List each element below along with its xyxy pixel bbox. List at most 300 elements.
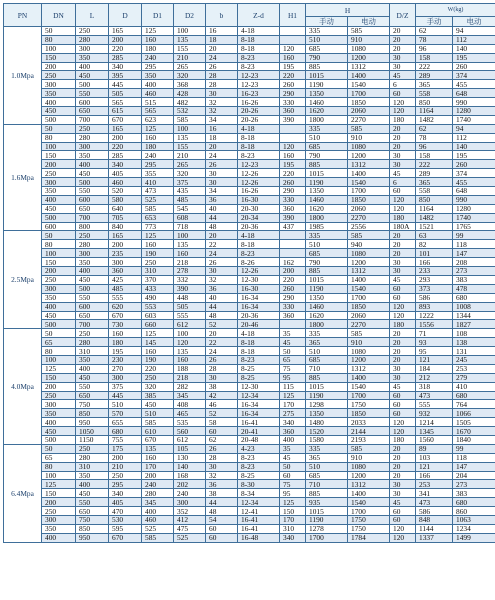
cell-d: 505: [109, 89, 142, 98]
cell-w-electric: 260: [453, 62, 495, 71]
cell-b: 34: [206, 187, 238, 196]
cell-zd: 20-34: [238, 213, 280, 222]
table-row: [4, 320, 495, 329]
cell-w-manual: 1214: [416, 418, 453, 427]
cell-b: 60: [206, 427, 238, 436]
cell-d: 395: [109, 71, 142, 80]
cell-d1: 125: [142, 27, 174, 36]
cell-zd: 8-23: [238, 453, 280, 462]
cell-h-electric: 1312: [348, 160, 390, 169]
cell-b: 26: [206, 258, 238, 267]
table-row: [4, 62, 495, 71]
cell-w-manual: 555: [416, 400, 453, 409]
cell-b: 42: [206, 391, 238, 400]
cell-h-manual: 365: [306, 338, 348, 347]
table-row: [4, 418, 495, 427]
cell-h-manual: 335: [306, 329, 348, 338]
cell-zd: 8-23: [238, 151, 280, 160]
cell-zd: 20-30: [238, 204, 280, 213]
cell-d: 425: [109, 275, 142, 284]
cell-zd: 16-30: [238, 195, 280, 204]
cell-d: 640: [109, 204, 142, 213]
cell-l: 700: [76, 213, 109, 222]
cell-dz: 45: [390, 498, 416, 507]
cell-d: 445: [109, 80, 142, 89]
cell-w-manual: 558: [416, 89, 453, 98]
cell-d1: 240: [142, 480, 174, 489]
cell-zd: 12-41: [238, 507, 280, 516]
cell-l: 350: [76, 355, 109, 364]
cell-l: 300: [76, 44, 109, 53]
cell-h1: 330: [280, 302, 306, 311]
table-row: [4, 178, 495, 187]
cell-dz: 45: [390, 169, 416, 178]
cell-b: 60: [206, 524, 238, 533]
cell-dn: 400: [42, 98, 76, 107]
header-zd: Z-d: [238, 4, 280, 27]
cell-l: 700: [76, 320, 109, 329]
cell-dn: 300: [42, 400, 76, 409]
cell-w-electric: 195: [453, 53, 495, 62]
cell-dz: 120: [390, 98, 416, 107]
table-row: [4, 524, 495, 533]
cell-b: 38: [206, 382, 238, 391]
cell-h-manual: 365: [306, 453, 348, 462]
cell-w-electric: 680: [453, 293, 495, 302]
cell-h-manual: 1800: [306, 320, 348, 329]
cell-d2: 188: [174, 364, 206, 373]
table-row: [4, 489, 495, 498]
cell-h-manual: 685: [306, 44, 348, 53]
cell-d2: 525: [174, 533, 206, 542]
cell-dn: 200: [42, 382, 76, 391]
cell-w-manual: 586: [416, 507, 453, 516]
cell-w-electric: 94: [453, 124, 495, 133]
pn-group-label: 1.0Mpa: [4, 27, 42, 125]
cell-d2: 560: [174, 427, 206, 436]
cell-d: 340: [109, 62, 142, 71]
cell-d1: 510: [142, 409, 174, 418]
cell-d1: 295: [142, 160, 174, 169]
cell-b: 26: [206, 355, 238, 364]
cell-d1: 160: [142, 453, 174, 462]
header-h: H: [306, 4, 390, 17]
cell-w-manual: 850: [416, 195, 453, 204]
cell-dz: 120: [390, 427, 416, 436]
cell-h1: 390: [280, 213, 306, 222]
cell-dn: 150: [42, 373, 76, 382]
cell-d2: 435: [174, 187, 206, 196]
cell-zd: 16-23: [238, 89, 280, 98]
cell-d1: 565: [142, 107, 174, 116]
cell-d1: 490: [142, 293, 174, 302]
cell-zd: 4-18: [238, 124, 280, 133]
cell-h-manual: 685: [306, 355, 348, 364]
header-h-electric: 电动: [348, 17, 390, 27]
cell-h-electric: 910: [348, 453, 390, 462]
cell-dn: 50: [42, 27, 76, 36]
header-w-manual: 手动: [416, 17, 453, 27]
cell-d1: 400: [142, 80, 174, 89]
cell-dn: 500: [42, 435, 76, 444]
cell-b: 30: [206, 169, 238, 178]
cell-w-manual: 103: [416, 453, 453, 462]
cell-dn: 125: [42, 364, 76, 373]
table-row: [4, 35, 495, 44]
cell-d1: 240: [142, 151, 174, 160]
cell-l: 310: [76, 347, 109, 356]
cell-dn: 250: [42, 275, 76, 284]
cell-d2: 240: [174, 489, 206, 498]
cell-dz: 30: [390, 489, 416, 498]
cell-dn: 300: [42, 515, 76, 524]
table-row: [4, 124, 495, 133]
cell-d1: 410: [142, 178, 174, 187]
cell-d1: 160: [142, 133, 174, 142]
cell-zd: 8-25: [238, 471, 280, 480]
table-row: [4, 347, 495, 356]
cell-d1: 653: [142, 213, 174, 222]
cell-h1: 360: [280, 204, 306, 213]
cell-w-electric: 108: [453, 329, 495, 338]
cell-h-electric: 2033: [348, 418, 390, 427]
cell-h1: 35: [280, 329, 306, 338]
cell-h1: 65: [280, 355, 306, 364]
cell-l: 800: [76, 222, 109, 231]
cell-l: 450: [76, 71, 109, 80]
cell-d2: 345: [174, 391, 206, 400]
cell-w-electric: 147: [453, 249, 495, 258]
cell-d: 460: [109, 178, 142, 187]
table-row: [4, 355, 495, 364]
cell-d1: 170: [142, 462, 174, 471]
cell-h-manual: 510: [306, 240, 348, 249]
cell-d: 405: [109, 498, 142, 507]
cell-w-manual: 1521: [416, 222, 453, 231]
cell-zd: 12-26: [238, 169, 280, 178]
cell-h-manual: 1015: [306, 382, 348, 391]
cell-d1: 125: [142, 231, 174, 240]
cell-d: 200: [109, 35, 142, 44]
cell-d2: 265: [174, 62, 206, 71]
cell-l: 350: [76, 471, 109, 480]
cell-d2: 130: [174, 453, 206, 462]
cell-d2: 485: [174, 195, 206, 204]
cell-d2: 428: [174, 89, 206, 98]
cell-dz: 60: [390, 391, 416, 400]
cell-d2: 100: [174, 329, 206, 338]
cell-d2: 375: [174, 178, 206, 187]
table-row: [4, 400, 495, 409]
table-row: [4, 160, 495, 169]
cell-d1: 400: [142, 507, 174, 516]
cell-b: 36: [206, 284, 238, 293]
cell-d: 220: [109, 44, 142, 53]
cell-dn: 100: [42, 249, 76, 258]
cell-d2: 140: [174, 462, 206, 471]
cell-h-electric: 1750: [348, 524, 390, 533]
cell-h1: 60: [280, 471, 306, 480]
table-row: [4, 53, 495, 62]
cell-w-manual: 365: [416, 80, 453, 89]
cell-h-manual: 685: [306, 249, 348, 258]
cell-dz: 120: [390, 524, 416, 533]
cell-h-electric: 1312: [348, 267, 390, 276]
cell-l: 550: [76, 187, 109, 196]
cell-l: 450: [76, 489, 109, 498]
table-row: [4, 515, 495, 524]
cell-h-manual: 510: [306, 462, 348, 471]
cell-b: 48: [206, 507, 238, 516]
cell-h1: 360: [280, 427, 306, 436]
cell-l: 350: [76, 53, 109, 62]
cell-d1: 660: [142, 320, 174, 329]
cell-w-electric: 1344: [453, 311, 495, 320]
cell-b: 32: [206, 107, 238, 116]
cell-w-manual: 341: [416, 489, 453, 498]
cell-h-manual: 1015: [306, 71, 348, 80]
cell-l: 1150: [76, 435, 109, 444]
cell-b: 28: [206, 71, 238, 80]
cell-l: 550: [76, 498, 109, 507]
cell-d1: 460: [142, 515, 174, 524]
cell-dn: 500: [42, 213, 76, 222]
cell-dz: 30: [390, 62, 416, 71]
cell-h-manual: 1480: [306, 418, 348, 427]
cell-h-electric: 1080: [348, 44, 390, 53]
cell-h1: 340: [280, 533, 306, 542]
cell-h1: 360: [280, 311, 306, 320]
cell-h1: 220: [280, 169, 306, 178]
cell-w-electric: 112: [453, 133, 495, 142]
cell-d2: 320: [174, 169, 206, 178]
cell-d2: 100: [174, 124, 206, 133]
table-row: [4, 435, 495, 444]
cell-w-manual: 1164: [416, 204, 453, 213]
cell-d2: 535: [174, 418, 206, 427]
cell-zd: 16-34: [238, 293, 280, 302]
cell-w-manual: 318: [416, 382, 453, 391]
cell-zd: 12-23: [238, 160, 280, 169]
cell-dz: 20: [390, 35, 416, 44]
cell-dn: 450: [42, 311, 76, 320]
cell-d: 250: [109, 471, 142, 480]
cell-dn: 200: [42, 267, 76, 276]
cell-d2: 160: [174, 249, 206, 258]
table-row: [4, 71, 495, 80]
cell-zd: 4-23: [238, 444, 280, 453]
cell-l: 550: [76, 382, 109, 391]
cell-d1: 623: [142, 115, 174, 124]
cell-d1: 603: [142, 311, 174, 320]
table-row: [4, 533, 495, 542]
table-row: [4, 213, 495, 222]
cell-zd: 12-23: [238, 80, 280, 89]
cell-d: 445: [109, 391, 142, 400]
cell-d: 340: [109, 160, 142, 169]
cell-dz: 20: [390, 338, 416, 347]
cell-w-electric: 279: [453, 373, 495, 382]
cell-w-electric: 273: [453, 267, 495, 276]
cell-b: 38: [206, 489, 238, 498]
cell-d1: 240: [142, 53, 174, 62]
header-w-electric: 电动: [453, 17, 495, 27]
cell-h1: [280, 320, 306, 329]
cell-w-manual: 166: [416, 471, 453, 480]
cell-zd: 20-36: [238, 311, 280, 320]
cell-b: 22: [206, 338, 238, 347]
cell-h1: [280, 240, 306, 249]
cell-b: 52: [206, 320, 238, 329]
cell-zd: 20-48: [238, 435, 280, 444]
header-l: L: [76, 4, 109, 27]
header-d1: D1: [142, 4, 174, 27]
cell-b: 34: [206, 115, 238, 124]
cell-h1: 195: [280, 160, 306, 169]
cell-b: 24: [206, 151, 238, 160]
cell-h1: 220: [280, 71, 306, 80]
cell-dn: 80: [42, 133, 76, 142]
cell-l: 350: [76, 151, 109, 160]
cell-d: 165: [109, 231, 142, 240]
cell-w-manual: 289: [416, 169, 453, 178]
cell-zd: 8-26: [238, 258, 280, 267]
cell-dz: 30: [390, 364, 416, 373]
cell-w-manual: 1144: [416, 524, 453, 533]
cell-d: 375: [109, 382, 142, 391]
cell-h-electric: 1700: [348, 89, 390, 98]
cell-dn: 600: [42, 222, 76, 231]
cell-l: 280: [76, 35, 109, 44]
cell-l: 500: [76, 80, 109, 89]
cell-w-electric: 195: [453, 151, 495, 160]
cell-dz: 45: [390, 275, 416, 284]
cell-h1: 125: [280, 391, 306, 400]
table-header: [4, 4, 495, 27]
table-row: [4, 284, 495, 293]
cell-dn: 350: [42, 524, 76, 533]
table-row: [4, 267, 495, 276]
header-w: W(kg): [416, 4, 495, 17]
cell-h-electric: 585: [348, 124, 390, 133]
cell-h1: 160: [280, 53, 306, 62]
cell-w-electric: 1008: [453, 302, 495, 311]
cell-b: 20: [206, 231, 238, 240]
cell-d: 840: [109, 222, 142, 231]
cell-dn: 80: [42, 240, 76, 249]
cell-dz: 60: [390, 187, 416, 196]
cell-b: 32: [206, 275, 238, 284]
cell-dz: 60: [390, 515, 416, 524]
cell-d2: 482: [174, 98, 206, 107]
cell-dn: 250: [42, 71, 76, 80]
cell-dz: 180: [390, 435, 416, 444]
cell-h-electric: 940: [348, 240, 390, 249]
cell-h1: 260: [280, 178, 306, 187]
cell-dz: 20: [390, 44, 416, 53]
cell-d: 730: [109, 320, 142, 329]
cell-h-manual: 510: [306, 347, 348, 356]
cell-d: 195: [109, 347, 142, 356]
cell-d2: 120: [174, 338, 206, 347]
cell-zd: 16-26: [238, 98, 280, 107]
cell-d: 360: [109, 267, 142, 276]
cell-w-manual: 71: [416, 329, 453, 338]
cell-b: 28: [206, 453, 238, 462]
cell-l: 550: [76, 293, 109, 302]
cell-dn: 50: [42, 329, 76, 338]
cell-w-electric: 131: [453, 347, 495, 356]
cell-dz: 20: [390, 142, 416, 151]
cell-h-manual: 885: [306, 267, 348, 276]
cell-h-manual: 1460: [306, 195, 348, 204]
cell-w-manual: 253: [416, 480, 453, 489]
cell-b: 18: [206, 35, 238, 44]
cell-dz: 20: [390, 355, 416, 364]
cell-d1: 160: [142, 240, 174, 249]
table-row: [4, 204, 495, 213]
cell-h-manual: 790: [306, 258, 348, 267]
cell-d2: 135: [174, 240, 206, 249]
cell-h-manual: 790: [306, 53, 348, 62]
cell-zd: 8-25: [238, 373, 280, 382]
cell-dn: 100: [42, 471, 76, 480]
cell-d: 655: [109, 418, 142, 427]
cell-l: 400: [76, 160, 109, 169]
cell-h1: 360: [280, 107, 306, 116]
cell-dn: 150: [42, 151, 76, 160]
cell-d2: 475: [174, 524, 206, 533]
cell-h1: [280, 133, 306, 142]
cell-d2: 718: [174, 222, 206, 231]
cell-h-manual: 1460: [306, 302, 348, 311]
cell-zd: 8-23: [238, 249, 280, 258]
cell-zd: 8-23: [238, 462, 280, 471]
cell-w-manual: 93: [416, 338, 453, 347]
cell-zd: 12-23: [238, 71, 280, 80]
cell-dz: 180: [390, 213, 416, 222]
cell-w-electric: 410: [453, 382, 495, 391]
cell-w-electric: 1499: [453, 533, 495, 542]
cell-dz: 30: [390, 373, 416, 382]
cell-w-manual: 373: [416, 284, 453, 293]
cell-zd: 16-26: [238, 187, 280, 196]
cell-dz: 60: [390, 400, 416, 409]
cell-d2: 135: [174, 347, 206, 356]
cell-h-electric: 1200: [348, 53, 390, 62]
cell-l: 850: [76, 409, 109, 418]
cell-b: 30: [206, 178, 238, 187]
cell-h1: 50: [280, 462, 306, 471]
cell-h-manual: 1620: [306, 311, 348, 320]
cell-h1: 125: [280, 498, 306, 507]
cell-d2: 320: [174, 71, 206, 80]
cell-w-electric: 764: [453, 400, 495, 409]
cell-d: 595: [109, 524, 142, 533]
cell-dz: 30: [390, 480, 416, 489]
cell-d: 670: [109, 533, 142, 542]
table-row: [4, 498, 495, 507]
cell-dn: 80: [42, 347, 76, 356]
header-h1: H1: [280, 4, 306, 27]
cell-h-electric: 1080: [348, 347, 390, 356]
cell-h1: 170: [280, 400, 306, 409]
cell-d: 670: [109, 115, 142, 124]
cell-h-electric: 1700: [348, 391, 390, 400]
cell-dn: 100: [42, 142, 76, 151]
cell-w-electric: 253: [453, 364, 495, 373]
cell-l: 750: [76, 515, 109, 524]
